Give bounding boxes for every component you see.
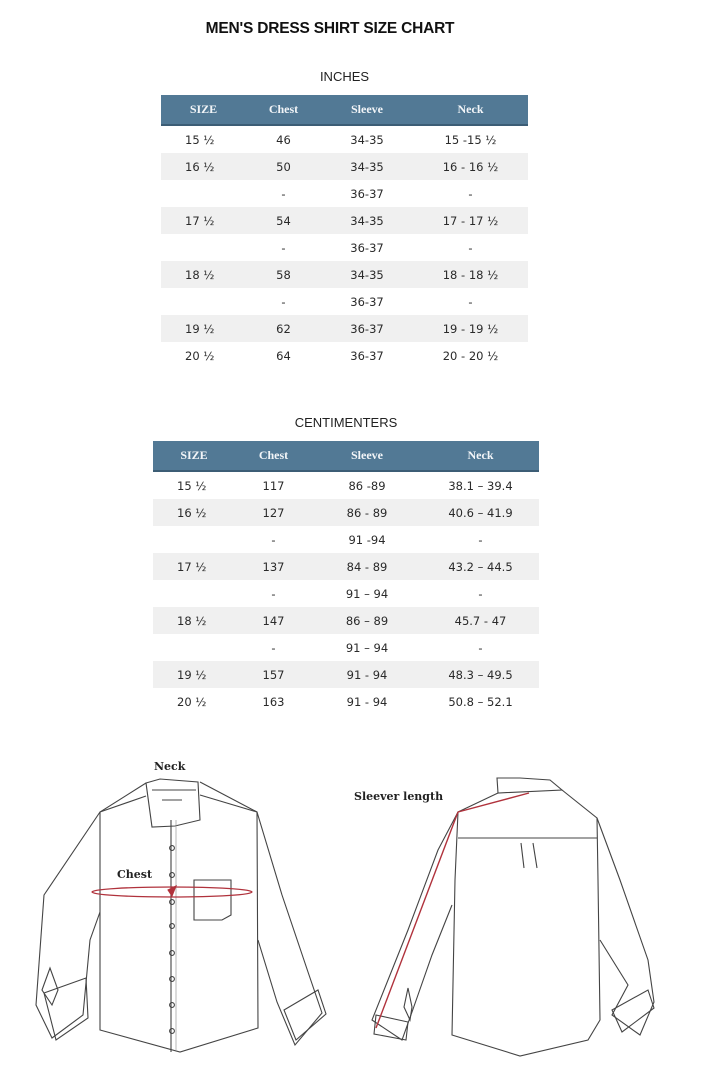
centimeters-size-table — [153, 441, 539, 715]
table-row — [153, 553, 539, 580]
size-cell — [161, 234, 246, 261]
sleeve-cell: 91 – 94 — [345, 640, 389, 655]
column-header-neck: Neck — [413, 95, 528, 125]
table-row — [161, 180, 528, 207]
neck-cell: 17 - 17 ½ — [413, 207, 528, 234]
chest-cell: 58 — [246, 261, 321, 288]
sleeve-cell: 36-37 — [350, 240, 384, 255]
table-header-row — [161, 95, 528, 125]
neck-cell: 40.6 – 41.9 — [422, 499, 539, 526]
table-row — [161, 261, 528, 288]
size-cell — [153, 634, 235, 661]
sleeve-cell: 86 - 89 — [312, 499, 422, 526]
sleeve-cell: 34-35 — [321, 261, 413, 288]
front-shirt-illustration — [36, 760, 326, 1052]
neck-cell: 18 - 18 ½ — [413, 261, 528, 288]
neck-label: Neck — [154, 760, 186, 773]
chest-cell: 157 — [235, 661, 312, 688]
neck-cell: - — [468, 186, 473, 201]
size-cell — [153, 580, 235, 607]
table-row — [161, 153, 528, 180]
table-row — [161, 288, 528, 315]
table-row — [153, 471, 539, 499]
neck-cell: - — [478, 586, 483, 601]
neck-cell: 38.1 – 39.4 — [448, 478, 513, 493]
sleeve-cell: 34-35 — [321, 207, 413, 234]
chest-cell: 137 — [235, 553, 312, 580]
size-cell: 18 ½ — [161, 261, 246, 288]
size-cell: 17 ½ — [153, 553, 235, 580]
chest-label: Chest — [117, 868, 153, 881]
size-cell — [161, 288, 246, 315]
sleeve-measure-line-shoulder — [458, 793, 529, 812]
neck-cell: 20 - 20 ½ — [442, 348, 499, 363]
sleeve-cell: 36-37 — [350, 294, 384, 309]
table-row — [153, 580, 539, 607]
chest-cell: 50 — [246, 153, 321, 180]
table-row — [153, 688, 539, 715]
table-row — [153, 499, 539, 526]
column-header-size: SIZE — [161, 95, 246, 125]
column-header-chest: Chest — [235, 441, 312, 471]
chest-cell: 64 — [276, 348, 291, 363]
sleeve-cell: 36-37 — [350, 348, 384, 363]
sleeve-cell: 84 - 89 — [312, 553, 422, 580]
neck-cell: - — [478, 532, 483, 547]
column-header-chest: Chest — [246, 95, 321, 125]
size-cell: 18 ½ — [153, 607, 235, 634]
sleeve-cell: 91 -94 — [348, 532, 386, 547]
column-header-sleeve: Sleeve — [312, 441, 422, 471]
neck-cell: 48.3 – 49.5 — [422, 661, 539, 688]
neck-cell: 19 - 19 ½ — [413, 315, 528, 342]
table-row — [161, 207, 528, 234]
column-header-neck: Neck — [422, 441, 539, 471]
table-row — [153, 607, 539, 634]
neck-cell: 43.2 – 44.5 — [422, 553, 539, 580]
table-row — [161, 315, 528, 342]
chest-cell: - — [271, 640, 276, 655]
chest-cell: - — [281, 294, 286, 309]
centimeters-section-label: CENTIMENTERS — [294, 415, 398, 430]
inches-section-label: INCHES — [319, 69, 370, 84]
table-row — [153, 634, 539, 661]
neck-cell: 16 - 16 ½ — [413, 153, 528, 180]
chest-cell: 46 — [276, 132, 291, 147]
chest-cell: - — [281, 240, 286, 255]
sleeve-cell: 86 – 89 — [312, 607, 422, 634]
chest-cell: - — [281, 186, 286, 201]
inches-size-table — [161, 95, 528, 369]
neck-cell: - — [468, 240, 473, 255]
neck-cell: - — [478, 640, 483, 655]
shirt-measurement-diagram — [0, 740, 711, 1071]
chest-cell: 62 — [246, 315, 321, 342]
column-header-sleeve: Sleeve — [321, 95, 413, 125]
neck-cell: - — [468, 294, 473, 309]
size-cell: 20 ½ — [185, 348, 215, 363]
size-cell: 19 ½ — [153, 661, 235, 688]
size-cell: 15 ½ — [185, 132, 215, 147]
sleeve-cell: 36-37 — [321, 315, 413, 342]
table-row — [153, 526, 539, 553]
table-row — [161, 234, 528, 261]
size-cell: 17 ½ — [161, 207, 246, 234]
size-cell: 20 ½ — [177, 694, 207, 709]
sleeve-cell: 34-35 — [350, 132, 384, 147]
chest-cell: - — [271, 532, 276, 547]
sleeve-length-label: Sleever length — [354, 790, 444, 803]
size-cell: 16 ½ — [161, 153, 246, 180]
table-header-row — [153, 441, 539, 471]
table-row — [153, 661, 539, 688]
chest-cell: - — [271, 586, 276, 601]
size-cell — [153, 526, 235, 553]
chest-cell: 117 — [262, 478, 285, 493]
sleeve-cell: 36-37 — [350, 186, 384, 201]
back-shirt-illustration — [354, 778, 654, 1056]
sleeve-cell: 86 -89 — [348, 478, 386, 493]
chest-cell: 163 — [262, 694, 285, 709]
column-header-size: SIZE — [153, 441, 235, 471]
chest-cell: 147 — [235, 607, 312, 634]
sleeve-cell: 34-35 — [321, 153, 413, 180]
sleeve-cell: 91 - 94 — [346, 694, 388, 709]
size-cell: 16 ½ — [153, 499, 235, 526]
sleeve-cell: 91 – 94 — [345, 586, 389, 601]
size-cell: 15 ½ — [177, 478, 207, 493]
sleeve-cell: 91 - 94 — [312, 661, 422, 688]
table-row — [161, 342, 528, 369]
neck-cell: 50.8 – 52.1 — [448, 694, 513, 709]
neck-cell: 15 -15 ½ — [444, 132, 497, 147]
page-title: MEN'S DRESS SHIRT SIZE CHART — [205, 20, 455, 37]
chest-cell: 54 — [246, 207, 321, 234]
chest-cell: 127 — [235, 499, 312, 526]
size-cell — [161, 180, 246, 207]
table-row — [161, 125, 528, 153]
size-cell: 19 ½ — [161, 315, 246, 342]
neck-cell: 45.7 - 47 — [422, 607, 539, 634]
